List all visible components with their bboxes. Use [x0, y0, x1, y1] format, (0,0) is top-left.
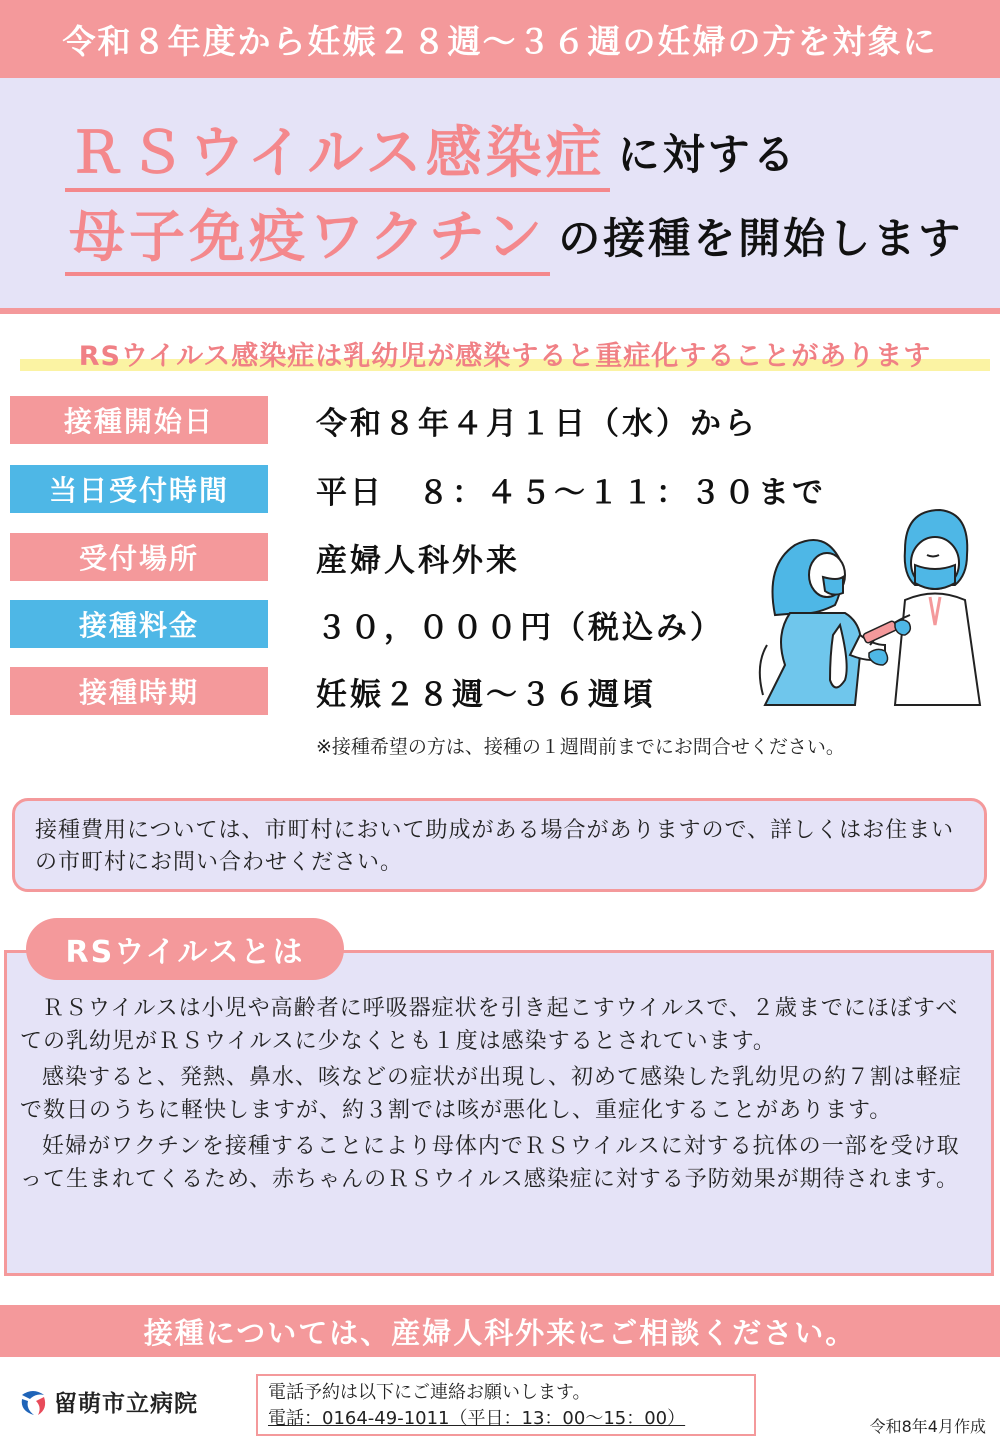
inquiry-note: ※接種希望の方は、接種の１週間前までにお問合せください。	[316, 736, 845, 758]
rs-paragraph-2: 感染すると、発熱、鼻水、咳などの症状が出現し、初めて感染した乳幼児の約７割は軽症で数日のうちに軽快しますが、約３割では咳が悪化し、重症化することがあります。	[20, 1065, 963, 1123]
hospital-name: 留萌市立病院	[54, 1391, 198, 1417]
consult-banner: 接種については、産婦人科外来にご相談ください。	[0, 1305, 1000, 1357]
contact-box	[256, 1374, 756, 1436]
rs-paragraph-1: ＲＳウイルスは小児や高齢者に呼吸器症状を引き起こすウイルスで、２歳までにほぼすべての乳幼児がＲＳウイルスに少なくとも１度は感染するとされています。	[20, 996, 959, 1054]
value-timing: 妊娠２８週～３６週頃	[316, 677, 656, 713]
rs-section-text	[20, 992, 980, 1199]
label-fee: 接種料金	[10, 600, 268, 648]
rs-section-title: RSウイルスとは	[26, 918, 344, 980]
value-reception-place: 産婦人科外来	[316, 543, 520, 579]
label-timing: 接種時期	[10, 667, 268, 715]
hero-vaccine-title: 母子免疫ワクチン	[65, 206, 550, 276]
hero-line-1	[65, 122, 798, 192]
cost-subsidy-note: 接種費用については、市町村において助成がある場合がありますので、詳しくはお住まいの市町村にお問い合わせください。	[12, 798, 987, 892]
contact-instruction: 電話予約は以下にご連絡お願いします。	[268, 1382, 591, 1403]
label-reception-place: 受付場所	[10, 533, 268, 581]
warning-text: RSウイルス感染症は乳幼児が感染すると重症化することがあります	[20, 334, 990, 376]
hero-disease-title: ＲＳウイルス感染症	[65, 122, 610, 192]
label-start-date: 接種開始日	[10, 396, 268, 444]
hero-line1-rest: に対する	[617, 130, 798, 180]
label-reception-time: 当日受付時間	[10, 465, 268, 513]
rs-paragraph-3: 妊婦がワクチンを接種することにより母体内でＲＳウイルスに対する抗体の一部を受け取って生まれてくるため、赤ちゃんのＲＳウイルス感染症に対する予防効果が期待されます。	[20, 1134, 960, 1192]
hero-section	[0, 78, 1000, 314]
phone-number[interactable]: 電話：0164-49-1011（平日：13：00～15：00）	[268, 1408, 686, 1429]
hospital-logo-icon	[18, 1387, 48, 1417]
vaccination-illustration-icon	[745, 505, 990, 710]
value-fee: ３０，０００円（税込み）	[316, 610, 724, 646]
top-banner: 令和８年度から妊娠２８週～３６週の妊婦の方を対象に	[0, 0, 1000, 78]
value-start-date: 令和８年４月１日（水）から	[316, 406, 758, 442]
hospital-logo	[18, 1385, 198, 1418]
hero-line-2	[65, 206, 963, 276]
value-reception-time: 平日 ８：４５～１１：３０まで	[316, 475, 826, 511]
hero-line2-rest: の接種を開始します	[558, 214, 964, 264]
created-date: 令和8年4月作成	[869, 1417, 986, 1436]
